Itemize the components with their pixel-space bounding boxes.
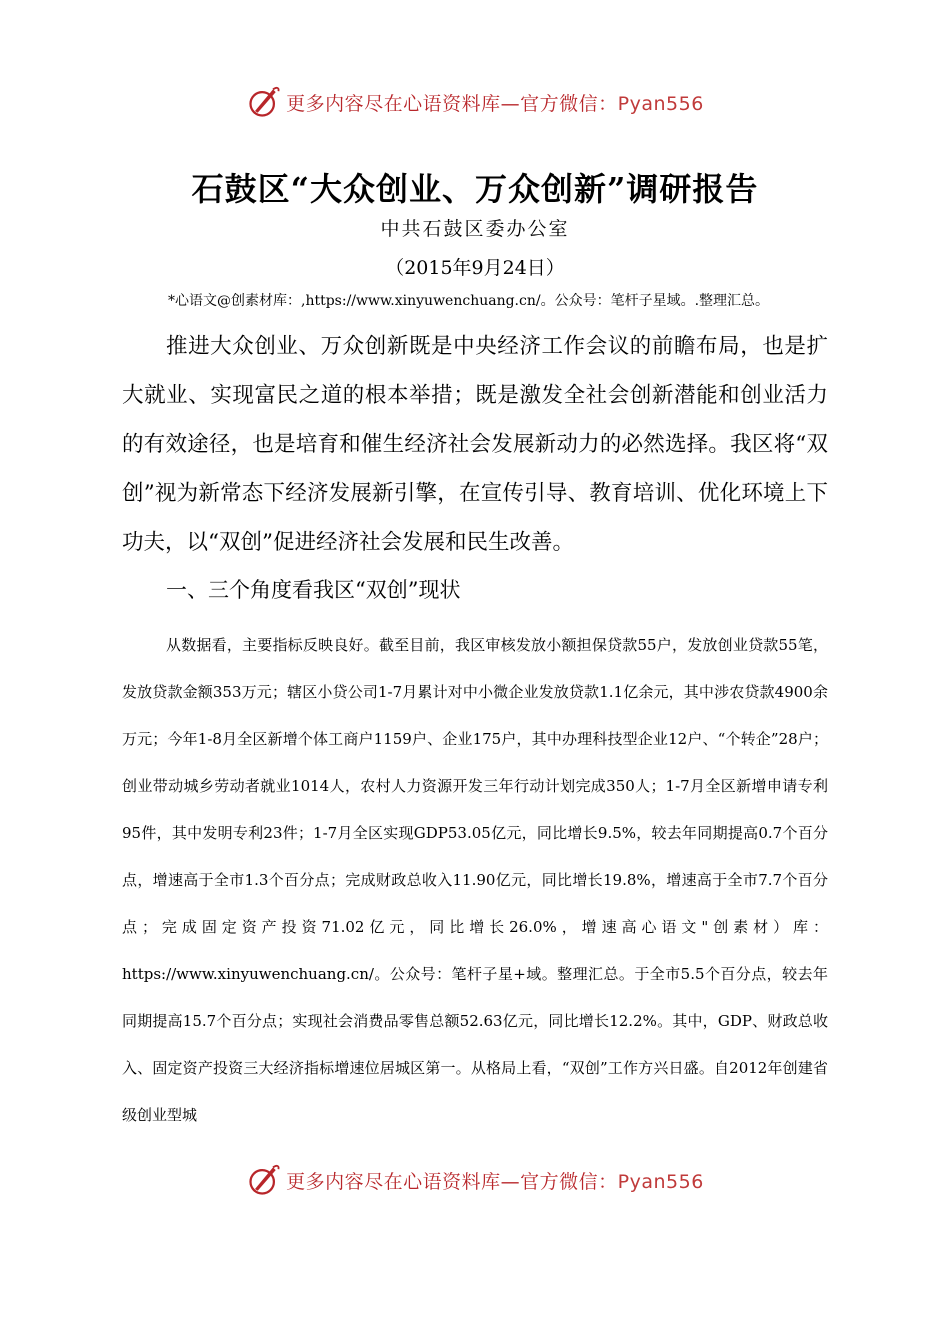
document-title: 石鼓区“大众创业、万众创新”调研报告 [191, 170, 759, 208]
lead-paragraph: 推进大众创业、万众创新既是中央经济工作会议的前瞻布局，也是扩大就业、实现富民之道的根本举措；既是激发全社会创新潜能和创业活力的有效途径，也是培育和催生经济社会发展新动力的必然选择。我区将“双创”视为新常态下经济发展新引擎，在宣传引导、教育培训、优化环境上下功夫，以“双创”促进经济社会发展和民生改善。 [122, 334, 828, 555]
section-heading: 一、三个角度看我区“双创”现状 [166, 578, 461, 602]
quill-logo-icon [246, 84, 282, 120]
banner-text: 更多内容尽在心语资料库—官方微信： [286, 1170, 618, 1193]
banner-text: 更多内容尽在心语资料库—官方微信： [286, 92, 618, 115]
issuing-organization: 中共石鼓区委办公室 [380, 218, 570, 240]
document-date: （2015年9月24日） [385, 257, 565, 279]
body-paragraph: 从数据看，主要指标反映良好。截至目前，我区审核发放小额担保贷款55户，发放创业贷款55笔，发放贷款金额353万元；辖区小贷公司1-7月累计对中小微企业发放贷款1.1亿余元，其中涉农贷款4900余万元；今年1-8月全区新增个体工商户1159户、企业175户，其中办理科技型企业12户、“个转企”28户；创业带动城乡劳动者就业1014人，农村人力资源开发三年行动计划完成350人；1-7月全区新增申请专利95件，其中发明专利23件；1-7月全区实现GDP53.05亿元，同比增长9.5%，较去年同期提高0.7个百分点，增速高于全市1.3个百分点；完成财政总收入11.90亿元，同比增长19.8%，增速高于全市7.7个百分点；完成固定资产投资71.02亿元，同比增长26.0%，增速高心语文"创素材）库：https://www.xinyuwenchuang.cn/。公众号：笔杆子星+域。整理汇总。于全市5.5个百分点，较去年同期提高15.7个百分点；实现社会消费品零售总额52.63亿元，同比增长12.2%。其中，GDP、财政总收入、固定资产投资三大经济指标增速位居城区第一。从格局上看，“双创”工作方兴日盛。自2012年创建省级创业型城 [122, 636, 828, 1124]
banner-wechat-id: Pyan556 [617, 1170, 704, 1193]
footer-watermark-banner [0, 1160, 950, 1200]
banner-wechat-id: Pyan556 [617, 92, 704, 115]
quill-logo-icon [246, 1162, 282, 1198]
source-note: *心语文@创素材库：,https://www.xinyuwenchuang.cn/。公众号：笔杆子星域。.整理汇总。 [168, 293, 770, 309]
header-watermark-banner [0, 82, 950, 122]
